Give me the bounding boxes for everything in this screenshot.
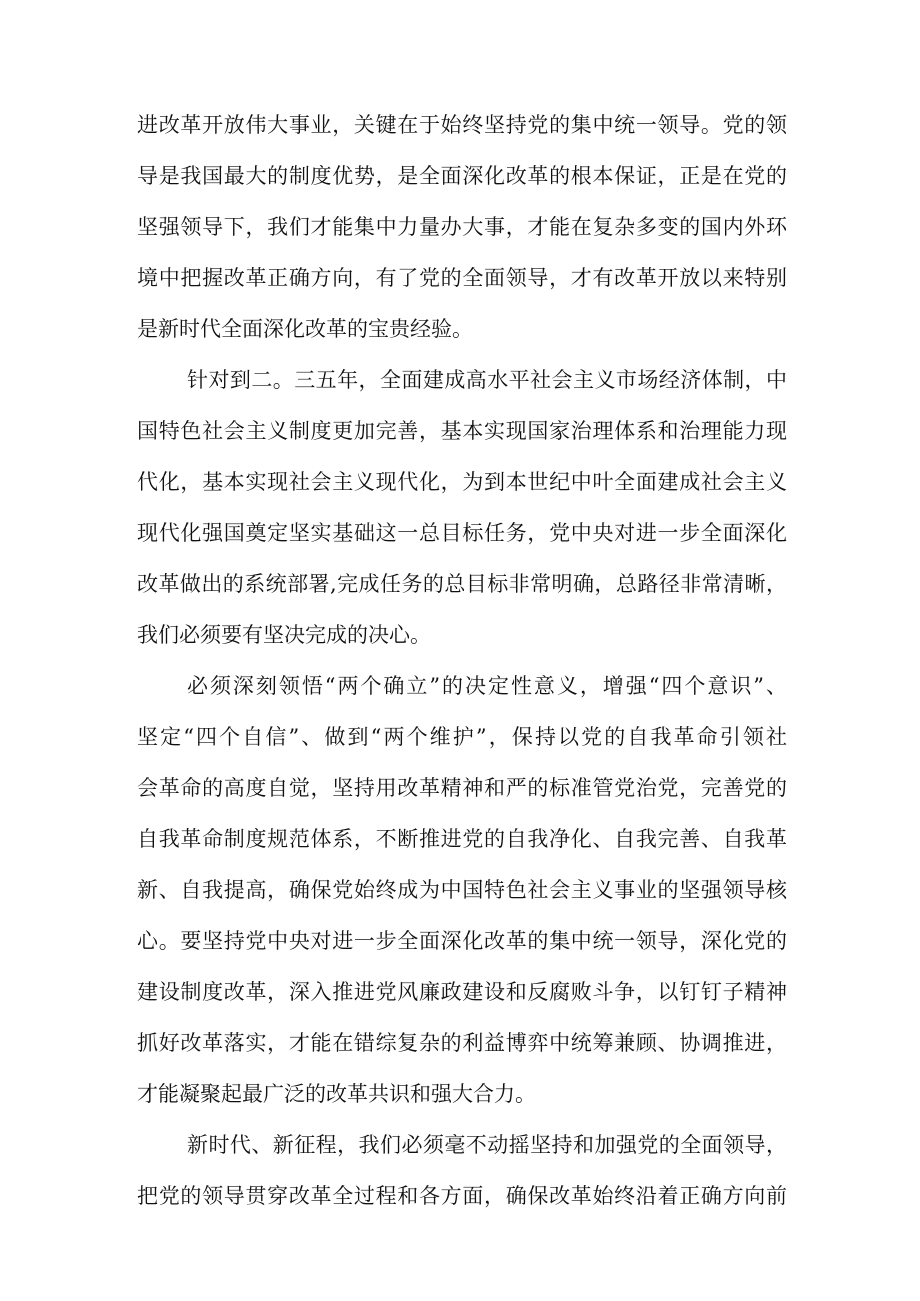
text-line: 坚定“四个自信”、做到“两个维护”，保持以党的自我革命引领社 — [137, 725, 787, 749]
paragraph — [137, 1120, 787, 1222]
text-line: 新、自我提高，确保党始终成为中国特色社会主义事业的坚强领导核 — [137, 878, 787, 902]
text-line: 抓好改革落实，才能在错综复杂的利益博弈中统筹兼顾、协调推进， — [137, 1031, 787, 1055]
text-line: 是新时代全面深化改革的宝贵经验。 — [137, 317, 473, 341]
paragraph — [137, 355, 787, 661]
document-page — [137, 100, 787, 1222]
text-line: 自我革命制度规范体系，不断推进党的自我净化、自我完善、自我革 — [137, 827, 787, 851]
paragraph — [137, 661, 787, 1120]
text-line: 针对到二。三五年，全面建成高水平社会主义市场经济体制，中 — [187, 368, 787, 392]
text-line: 新时代、新征程，我们必须毫不动摇坚持和加强党的全面领导， — [187, 1133, 787, 1157]
text-line: 现代化强国奠定坚实基础这一总目标任务，党中央对进一步全面深化 — [137, 521, 787, 545]
text-line: 坚强领导下，我们才能集中力量办大事，才能在复杂多变的国内外环 — [137, 215, 787, 239]
paragraph — [137, 100, 787, 355]
text-line: 改革做出的系统部署,完成任务的总目标非常明确，总路径非常清晰， — [137, 572, 787, 596]
text-line: 代化，基本实现社会主义现代化，为到本世纪中叶全面建成社会主义 — [137, 470, 787, 494]
text-line: 才能凝聚起最广泛的改革共识和强大合力。 — [137, 1082, 536, 1106]
text-line: 我们必须要有坚决完成的决心。 — [137, 623, 431, 647]
text-line: 国特色社会主义制度更加完善，基本实现国家治理体系和治理能力现 — [137, 419, 787, 443]
text-line: 会革命的高度自觉，坚持用改革精神和严的标准管党治党，完善党的 — [137, 776, 787, 800]
text-line: 建设制度改革，深入推进党风廉政建设和反腐败斗争，以钉钉子精神 — [137, 980, 787, 1004]
text-line: 把党的领导贯穿改革全过程和各方面，确保改革始终沿着正确方向前 — [137, 1184, 787, 1208]
text-line: 境中把握改革正确方向，有了党的全面领导，才有改革开放以来特别 — [137, 266, 787, 290]
text-line: 心。要坚持党中央对进一步全面深化改革的集中统一领导，深化党的 — [137, 929, 787, 953]
text-line: 必须深刻领悟“两个确立”的决定性意义，增强“四个意识”、 — [187, 674, 787, 698]
text-line: 进改革开放伟大事业，关键在于始终坚持党的集中统一领导。党的领 — [137, 113, 787, 137]
text-line: 导是我国最大的制度优势，是全面深化改革的根本保证，正是在党的 — [137, 164, 787, 188]
